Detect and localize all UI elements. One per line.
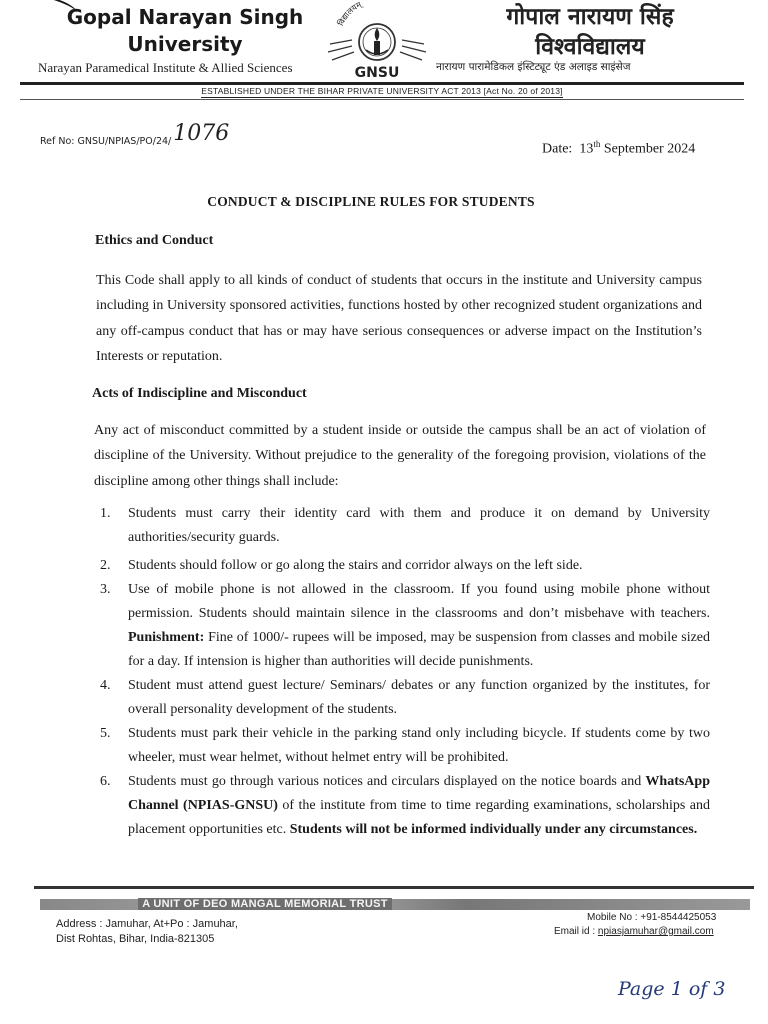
university-name-line2: University xyxy=(127,32,243,56)
header-divider-thin xyxy=(20,99,744,100)
university-name-english xyxy=(50,4,320,58)
university-name-hindi-line1: गोपाल नारायण सिंह xyxy=(506,4,674,30)
ethics-paragraph: This Code shall apply to all kinds of conduct of students that occurs in the institute and University campus including in University sponsored activities, functions hosted by other recognized student organizations and any off-campus conduct that has or may have serious consequences or adverse impact on the Institution’s Interests or reputation. xyxy=(96,273,702,364)
svg-text:विद्यालयम् xyxy=(335,0,365,27)
header-divider xyxy=(20,82,744,85)
document-date: Date: 13th September 2024 xyxy=(542,139,696,157)
established-note: ESTABLISHED UNDER THE BIHAR PRIVATE UNIVERSITY ACT 2013 [Act No. 20 of 2013] xyxy=(201,86,563,96)
footer-divider xyxy=(34,886,754,889)
university-name-line1: Gopal Narayan Singh xyxy=(66,5,304,29)
list-item: 4. Student must attend guest lecture/ Seminars/ debates or any function organized by the institutes, for overall personality development of the students. xyxy=(100,678,710,717)
document-title: CONDUCT & DISCIPLINE RULES FOR STUDENTS xyxy=(207,194,535,209)
institute-name-hindi: नारायण पारामेडिकल इंस्टिट्यूट एंड अलाइड साइंसेज xyxy=(436,61,631,73)
email-link[interactable]: npiasjamuhar@gmail.com xyxy=(597,926,714,937)
footer-address: Address : Jamuhar, At+Po : Jamuhar, Dist Rohtas, Bihar, India-821305 xyxy=(56,918,238,945)
ref-label: Ref No: GNSU/NPIAS/PO/24/ xyxy=(40,136,172,147)
footer-email: Email id : npiasjamuhar@gmail.com xyxy=(554,926,714,937)
list-item: 3. Use of mobile phone is not allowed in the classroom. If you found using mobile phone without permission. Students should maintain silence in the classrooms and don’t misbehave with teachers. Punishment: Fine of 1000/- rupees will be imposed, may be suspension from classes and mobile sized for a day. If intension is higher than authorities will decide punishments. xyxy=(100,582,711,669)
section-heading-acts: Acts of Indiscipline and Misconduct xyxy=(92,386,307,401)
ref-handwritten-number: 1076 xyxy=(173,121,230,146)
university-logo xyxy=(322,0,432,80)
acts-paragraph: Any act of misconduct committed by a student inside or outside the campus shall be an act of violation of discipline of the University. Without prejudice to the generality of the foregoing provision, violations of the discipline among other things shall include: xyxy=(94,423,706,489)
logo-abbr: GNSU xyxy=(354,65,400,80)
footer-mobile: Mobile No : +91-8544425053 xyxy=(587,912,717,923)
list-item: 5. Students must park their vehicle in the parking stand only including bicycle. If students come by two wheeler, must wear helmet, without helmet entry will be prohibited. xyxy=(100,726,710,765)
section-heading-ethics: Ethics and Conduct xyxy=(95,233,214,248)
page-number-handwritten: Page 1 of 3 xyxy=(618,978,726,1000)
list-item: 2. Students should follow or go along the stairs and corridor always on the left side. xyxy=(100,558,583,573)
reference-number xyxy=(40,121,230,150)
list-item: 6. Students must go through various notices and circulars displayed on the notice boards and WhatsApp Channel (NPIAS-GNSU) of the institute from time to time regarding examinations, scholarships and placement opportunities etc. Students will not be informed individually under any circumstances. xyxy=(100,774,711,837)
university-name-hindi xyxy=(440,2,740,62)
list-item: 1. Students must carry their identity card with them and produce it on demand by University authorities/security guards. xyxy=(100,506,710,545)
logo-emblem-icon xyxy=(322,0,432,80)
institute-name-english: Narayan Paramedical Institute & Allied Sciences xyxy=(38,60,293,75)
logo-arc-text: विद्यालयम् xyxy=(336,0,363,28)
trust-banner: A UNIT OF DEO MANGAL MEMORIAL TRUST xyxy=(40,898,490,911)
rules-list xyxy=(96,502,710,842)
university-name-hindi-line2: विश्वविद्यालय xyxy=(535,34,645,60)
